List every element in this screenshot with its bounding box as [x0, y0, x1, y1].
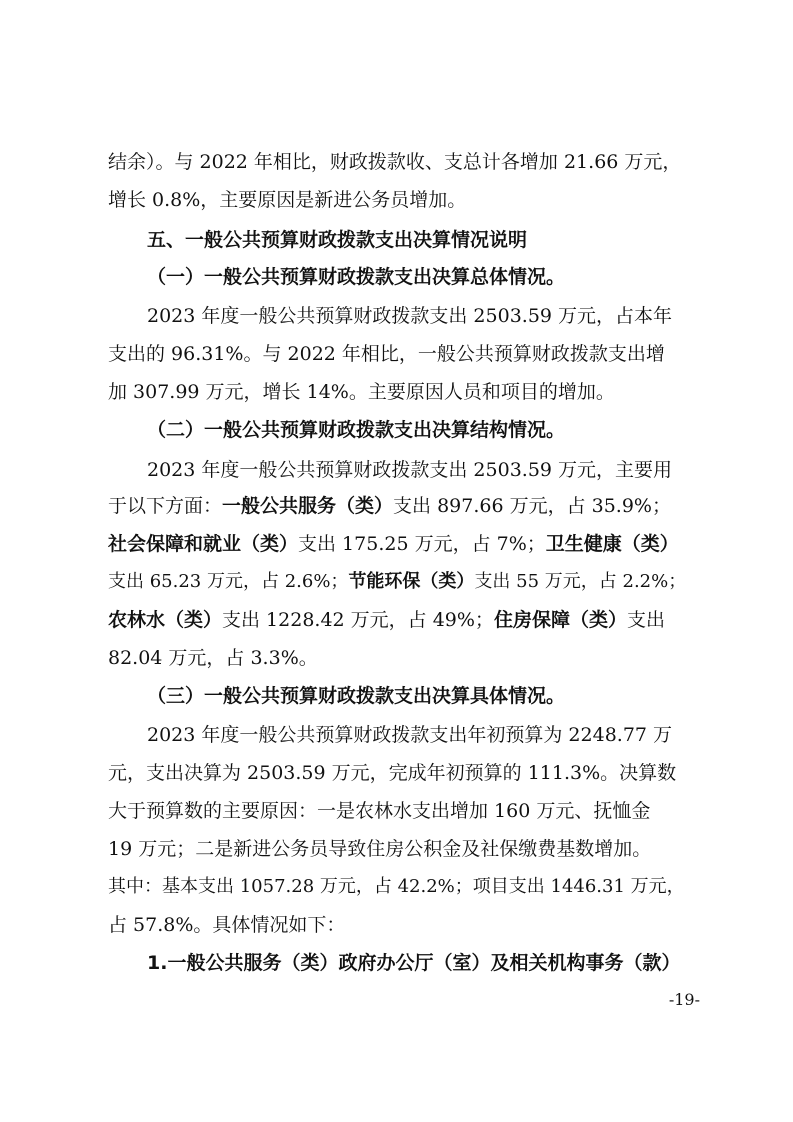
text-run: 支出 175.25 万元，占 7%；: [298, 533, 546, 555]
category-label: 卫生健康（类）: [545, 533, 679, 555]
paragraph-line: 加 307.99 万元，增长 14%。主要原因人员和项目的增加。: [108, 381, 615, 403]
paragraph-line: 结余）。与 2022 年相比，财政拨款收、支总计各增加 21.66 万元，: [108, 151, 682, 173]
text-run: 支出: [626, 609, 665, 631]
paragraph-line: 其中：基本支出 1057.28 万元，占 42.2%；项目支出 1446.31 万元，: [108, 876, 685, 897]
paragraph-line: [108, 567, 692, 597]
paragraph-line: 元，支出决算为 2503.59 万元，完成年初预算的 111.3%。决算数: [108, 762, 677, 784]
section-heading-5: 五、一般公共预算财政拨款支出决算情况说明: [147, 229, 528, 251]
text-run: 于以下方面：: [108, 495, 223, 517]
text-run: 支出 65.23 万元，占 2.6%；: [108, 571, 349, 592]
subsection-heading-2: （二）一般公共预算财政拨款支出决算结构情况。: [147, 419, 566, 441]
page-number: -19-: [668, 990, 700, 1009]
text-run: 支出 1228.42 万元，占 49%；: [222, 609, 494, 631]
paragraph-line: 大于预算数的主要原因：一是农林水支出增加 160 万元、抚恤金: [108, 800, 651, 822]
paragraph-line: 2023 年度一般公共预算财政拨款支出 2503.59 万元，占本年: [147, 305, 673, 327]
category-label: 住房保障（类）: [493, 609, 627, 631]
category-label: 社会保障和就业（类）: [108, 533, 299, 555]
text-run: 支出 55 万元，占 2.2%；: [474, 571, 687, 592]
paragraph-line: 2023 年度一般公共预算财政拨款支出 2503.59 万元，主要用: [147, 459, 673, 481]
category-label: 一般公共服务（类）: [222, 495, 394, 517]
paragraph-line: 支出的 96.31%。与 2022 年相比，一般公共预算财政拨款支出增: [108, 343, 665, 365]
item-heading-1: 1.一般公共服务（类）政府办公厅（室）及相关机构事务（款）: [147, 952, 681, 974]
paragraph-line: 2023 年度一般公共预算财政拨款支出年初预算为 2248.77 万: [147, 724, 673, 746]
category-label: 节能环保（类）: [348, 571, 475, 592]
text-run: 支出 897.66 万元，占 35.9%；: [393, 495, 671, 517]
paragraph-line: [108, 605, 692, 635]
paragraph-line: [108, 529, 692, 559]
paragraph-line: 增长 0.8%，主要原因是新进公务员增加。: [108, 189, 467, 211]
paragraph-line: [108, 491, 692, 521]
paragraph-line: 19 万元；二是新进公务员导致住房公积金及社保缴费基数增加。: [108, 838, 652, 860]
paragraph-line: 82.04 万元，占 3.3%。: [108, 647, 318, 669]
subsection-heading-3: （三）一般公共预算财政拨款支出决算具体情况。: [147, 685, 566, 707]
category-label: 农林水（类）: [108, 609, 223, 631]
subsection-heading-1: （一）一般公共预算财政拨款支出决算总体情况。: [147, 266, 566, 288]
paragraph-line: 占 57.8%。具体情况如下：: [108, 914, 346, 936]
